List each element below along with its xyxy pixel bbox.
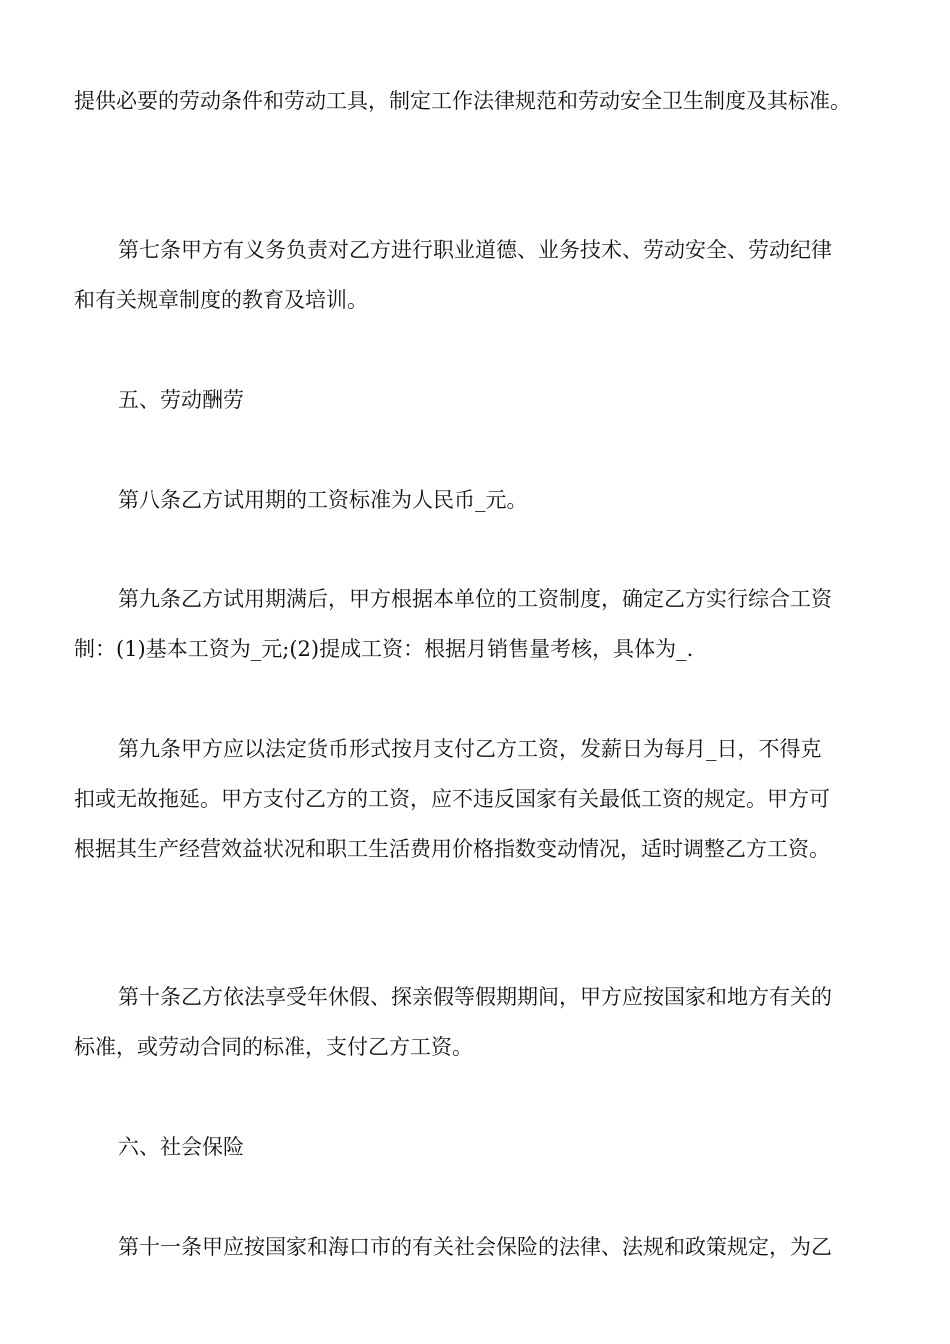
paragraph-line: 标准，或劳动合同的标准，支付乙方工资。 xyxy=(74,1035,473,1059)
paragraph-line: 和有关规章制度的教育及培训。 xyxy=(74,288,368,312)
section-heading: 五、劳动酬劳 xyxy=(118,388,244,412)
paragraph-line: 第八条乙方试用期的工资标准为人民币_元。 xyxy=(118,488,528,512)
paragraph-line: 根据其生产经营效益状况和职工生活费用价格指数变动情况，适时调整乙方工资。 xyxy=(74,837,830,861)
paragraph-line: 第七条甲方有义务负责对乙方进行职业道德、业务技术、劳动安全、劳动纪律 xyxy=(118,238,832,262)
paragraph-line: 制：(1)基本工资为_元;(2)提成工资：根据月销售量考核，具体为_. xyxy=(74,637,694,661)
paragraph-line: 扣或无故拖延。甲方支付乙方的工资，应不违反国家有关最低工资的规定。甲方可 xyxy=(74,787,830,811)
paragraph-line: 提供必要的劳动条件和劳动工具，制定工作法律规范和劳动安全卫生制度及其标准。 xyxy=(74,89,851,113)
paragraph-line: 第九条乙方试用期满后，甲方根据本单位的工资制度，确定乙方实行综合工资 xyxy=(118,587,832,611)
section-heading: 六、社会保险 xyxy=(118,1135,244,1159)
paragraph-line: 第十条乙方依法享受年休假、探亲假等假期期间，甲方应按国家和地方有关的 xyxy=(118,985,832,1009)
paragraph-line: 第十一条甲应按国家和海口市的有关社会保险的法律、法规和政策规定，为乙 xyxy=(118,1235,832,1259)
paragraph-line: 第九条甲方应以法定货币形式按月支付乙方工资，发薪日为每月_日，不得克 xyxy=(118,737,822,761)
